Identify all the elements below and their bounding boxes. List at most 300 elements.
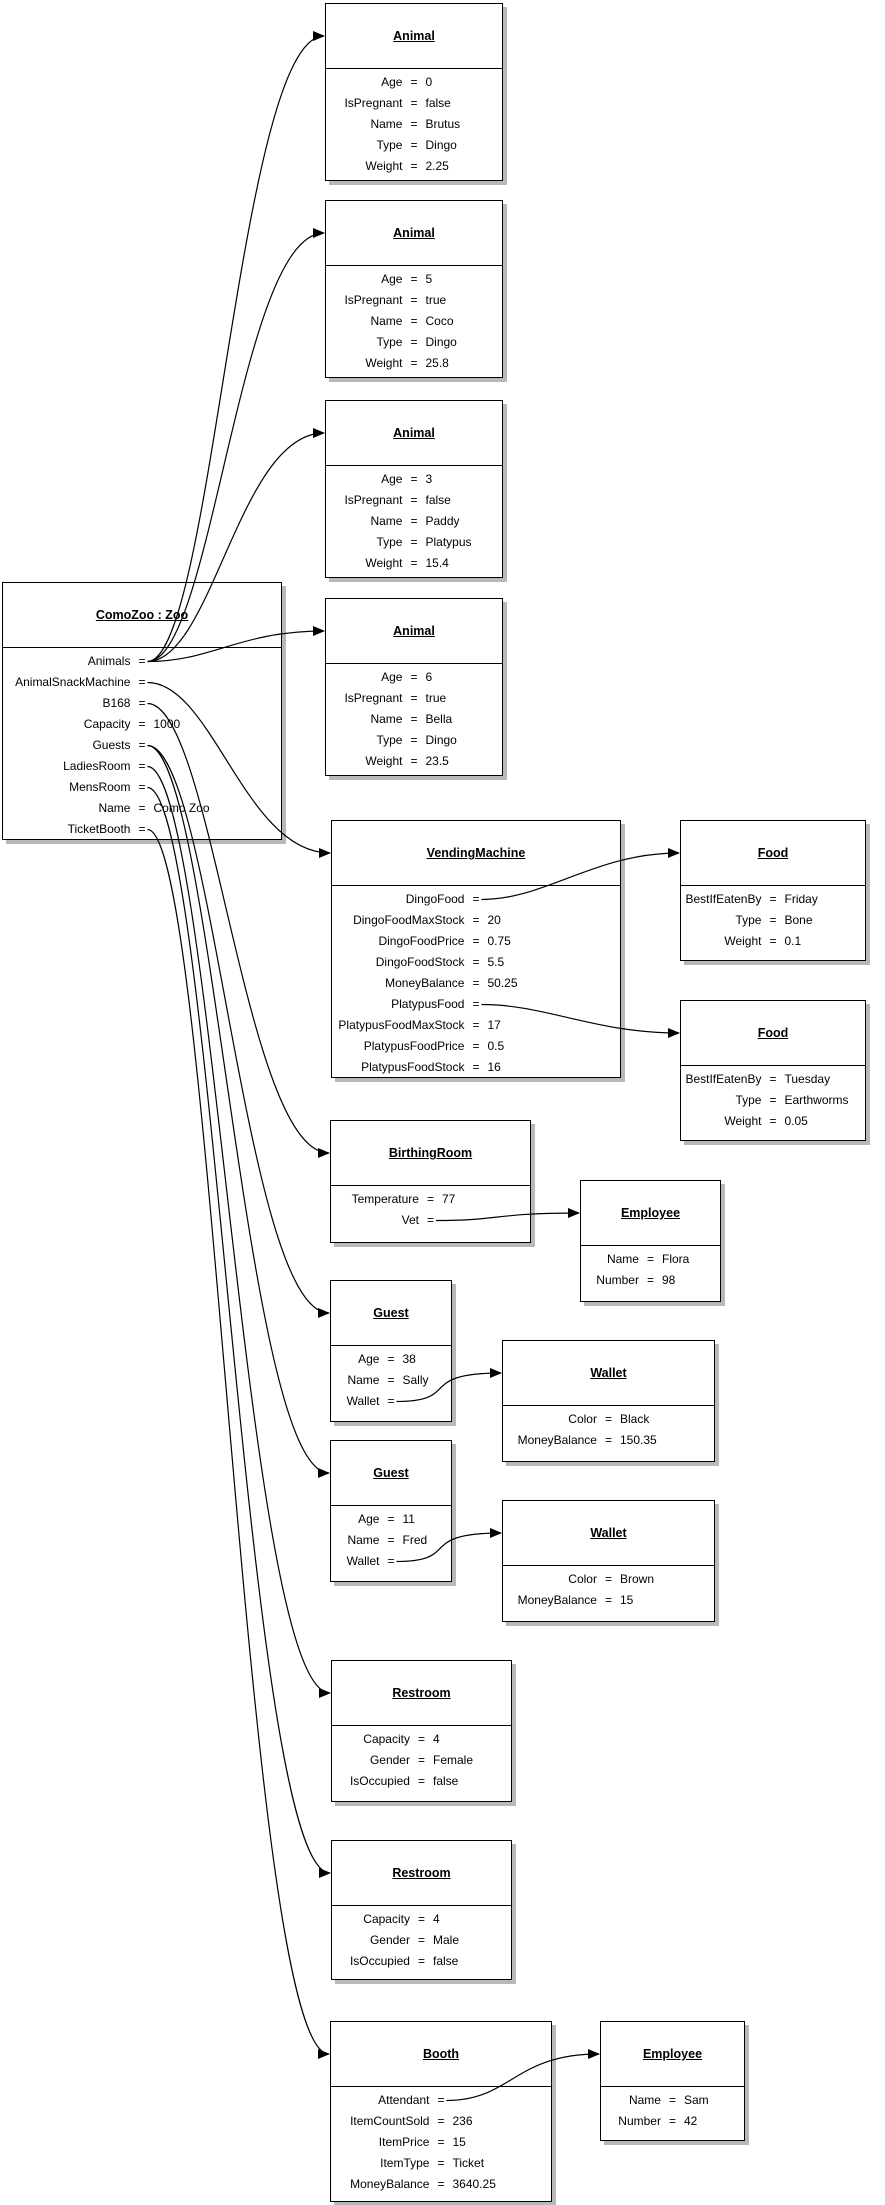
field-row-platypusfoodmaxstock bbox=[332, 1015, 620, 1036]
field-row-age bbox=[326, 469, 502, 490]
object-box-employee2[interactable] bbox=[600, 2021, 745, 2141]
field-name: Weight bbox=[365, 556, 403, 570]
equals-sign: = bbox=[138, 759, 146, 773]
field-value bbox=[154, 651, 278, 672]
field-name: BestIfEatenBy bbox=[685, 892, 762, 906]
field-row-capacity bbox=[332, 1909, 511, 1930]
object-box-guest1[interactable] bbox=[330, 1280, 452, 1422]
field-name: MoneyBalance bbox=[517, 1433, 597, 1447]
field-row-moneybalance bbox=[332, 973, 620, 994]
field-row-name bbox=[326, 709, 502, 730]
field-name: MensRoom bbox=[69, 780, 131, 794]
field-name: Type bbox=[735, 913, 762, 927]
object-fields bbox=[3, 648, 281, 840]
equals-sign: = bbox=[769, 892, 777, 906]
object-box-food2[interactable] bbox=[680, 1000, 866, 1141]
field-value: 77 bbox=[442, 1192, 456, 1206]
object-box-animal2[interactable] bbox=[325, 200, 503, 378]
equals-sign: = bbox=[410, 138, 418, 152]
field-name: Name bbox=[347, 1533, 380, 1547]
field-value bbox=[154, 756, 278, 777]
field-row-attendant bbox=[331, 2090, 551, 2111]
field-row-dingofood bbox=[332, 889, 620, 910]
object-fields bbox=[332, 1906, 511, 1972]
field-row-bestifeatenby bbox=[681, 1069, 865, 1090]
field-name: Gender bbox=[369, 1933, 410, 1947]
field-name: Attendant bbox=[378, 2093, 430, 2107]
field-value: 25.8 bbox=[425, 356, 449, 370]
field-name: ItemCountSold bbox=[350, 2114, 430, 2128]
equals-sign: = bbox=[138, 780, 146, 794]
field-value: Sam bbox=[684, 2093, 709, 2107]
field-value bbox=[154, 777, 278, 798]
field-row-guests bbox=[3, 735, 281, 756]
field-row-age bbox=[326, 72, 502, 93]
field-row-dingofoodprice bbox=[332, 931, 620, 952]
field-name: ItemType bbox=[380, 2156, 430, 2170]
equals-sign: = bbox=[437, 2114, 445, 2128]
field-value: 5 bbox=[425, 272, 433, 286]
field-name: PlatypusFoodStock bbox=[361, 1060, 465, 1074]
field-name: PlatypusFoodMaxStock bbox=[338, 1018, 465, 1032]
field-name: Age bbox=[358, 1352, 380, 1366]
equals-sign: = bbox=[472, 934, 480, 948]
equals-sign: = bbox=[387, 1352, 395, 1366]
object-fields bbox=[331, 1186, 530, 1231]
field-name: Age bbox=[381, 670, 403, 684]
equals-sign: = bbox=[437, 2156, 445, 2170]
field-name: Color bbox=[568, 1572, 597, 1586]
field-value: 42 bbox=[684, 2114, 698, 2128]
field-value bbox=[154, 735, 278, 756]
field-value bbox=[403, 1551, 448, 1572]
equals-sign: = bbox=[410, 514, 418, 528]
object-header bbox=[326, 4, 502, 69]
field-row-gender bbox=[332, 1750, 511, 1771]
field-value: 236 bbox=[452, 2114, 473, 2128]
field-row-age bbox=[331, 1349, 451, 1370]
equals-sign: = bbox=[472, 997, 480, 1011]
object-title: Employee bbox=[642, 2047, 703, 2061]
field-name: Wallet bbox=[346, 1554, 380, 1568]
field-value: 17 bbox=[487, 1018, 501, 1032]
object-fields bbox=[331, 1346, 451, 1412]
field-value: 15.4 bbox=[425, 556, 449, 570]
field-value: 11 bbox=[402, 1512, 415, 1526]
field-row-color bbox=[503, 1569, 714, 1590]
field-name: B168 bbox=[102, 696, 131, 710]
field-value: 23.5 bbox=[425, 754, 449, 768]
field-row-name bbox=[601, 2090, 744, 2111]
field-row-color bbox=[503, 1409, 714, 1430]
equals-sign: = bbox=[668, 2093, 676, 2107]
field-row-dingofoodstock bbox=[332, 952, 620, 973]
field-value: 98 bbox=[662, 1273, 676, 1287]
object-fields bbox=[331, 2087, 551, 2195]
object-box-employee1[interactable] bbox=[580, 1180, 721, 1302]
field-row-weight bbox=[681, 1111, 865, 1132]
field-name: DingoFood bbox=[405, 892, 465, 906]
field-name: DingoFoodPrice bbox=[378, 934, 465, 948]
object-title: Booth bbox=[422, 2047, 460, 2061]
equals-sign: = bbox=[410, 75, 418, 89]
field-row-moneybalance bbox=[503, 1590, 714, 1611]
field-value bbox=[442, 1210, 526, 1231]
field-value: 15 bbox=[620, 1593, 634, 1607]
field-name: TicketBooth bbox=[67, 822, 131, 836]
object-header bbox=[332, 1841, 511, 1906]
field-name: LadiesRoom bbox=[63, 759, 131, 773]
field-row-moneybalance bbox=[331, 2174, 551, 2195]
object-header bbox=[601, 2022, 744, 2087]
equals-sign: = bbox=[769, 1093, 777, 1107]
field-row-name bbox=[326, 114, 502, 135]
field-value: false bbox=[425, 96, 451, 110]
field-value: Earthworms bbox=[784, 1093, 849, 1107]
object-header bbox=[331, 1281, 451, 1346]
field-row-temperature bbox=[331, 1189, 530, 1210]
object-title: Animal bbox=[393, 226, 435, 240]
equals-sign: = bbox=[646, 1252, 654, 1266]
equals-sign: = bbox=[138, 738, 146, 752]
equals-sign: = bbox=[138, 822, 146, 836]
field-name: MoneyBalance bbox=[517, 1593, 597, 1607]
equals-sign: = bbox=[769, 913, 777, 927]
object-fields bbox=[326, 664, 502, 772]
equals-sign: = bbox=[668, 2114, 676, 2128]
field-value: true bbox=[425, 293, 447, 307]
field-row-ispregnant bbox=[326, 490, 502, 511]
field-name: Capacity bbox=[363, 1732, 410, 1746]
object-box-birthing[interactable] bbox=[330, 1120, 531, 1243]
field-value: 15 bbox=[452, 2135, 466, 2149]
equals-sign: = bbox=[646, 1273, 654, 1287]
equals-sign: = bbox=[410, 754, 418, 768]
field-value: 4 bbox=[433, 1912, 440, 1926]
field-row-isoccupied bbox=[332, 1771, 511, 1792]
equals-sign: = bbox=[387, 1373, 395, 1387]
field-row-name bbox=[326, 311, 502, 332]
equals-sign: = bbox=[472, 955, 480, 969]
field-value: 3 bbox=[425, 472, 433, 486]
field-row-weight bbox=[326, 353, 502, 374]
field-name: Vet bbox=[401, 1213, 419, 1227]
field-name: AnimalSnackMachine bbox=[15, 675, 131, 689]
object-fields bbox=[581, 1246, 720, 1291]
object-title: Animal bbox=[393, 29, 435, 43]
field-row-number bbox=[581, 1270, 720, 1291]
field-row-dingofoodmaxstock bbox=[332, 910, 620, 931]
field-row-type bbox=[681, 910, 865, 931]
field-value: false bbox=[425, 493, 451, 507]
field-value bbox=[453, 2090, 548, 2111]
object-title: VendingMachine bbox=[426, 846, 526, 860]
equals-sign: = bbox=[769, 1072, 777, 1086]
field-value: 5.5 bbox=[487, 955, 505, 969]
field-row-weight bbox=[681, 931, 865, 952]
field-name: Name bbox=[370, 117, 403, 131]
object-box-animal3[interactable] bbox=[325, 400, 503, 578]
field-row-wallet bbox=[331, 1551, 451, 1572]
equals-sign: = bbox=[769, 1114, 777, 1128]
field-name: MoneyBalance bbox=[385, 976, 465, 990]
object-title: Employee bbox=[620, 1206, 681, 1220]
field-row-name bbox=[331, 1370, 451, 1391]
field-row-ticketbooth bbox=[3, 819, 281, 840]
field-row-name bbox=[326, 511, 502, 532]
field-name: Age bbox=[381, 472, 403, 486]
object-box-restroom2[interactable] bbox=[331, 1840, 512, 1980]
equals-sign: = bbox=[410, 712, 418, 726]
field-value: 50.25 bbox=[487, 976, 518, 990]
field-name: ItemPrice bbox=[378, 2135, 430, 2149]
field-name: BestIfEatenBy bbox=[685, 1072, 762, 1086]
equals-sign: = bbox=[472, 913, 480, 927]
field-row-ispregnant bbox=[326, 290, 502, 311]
field-name: Temperature bbox=[351, 1192, 419, 1206]
field-name: Number bbox=[596, 1273, 639, 1287]
equals-sign: = bbox=[410, 670, 418, 684]
field-name: IsOccupied bbox=[349, 1954, 410, 1968]
field-value: false bbox=[433, 1774, 459, 1788]
field-name: Name bbox=[370, 514, 403, 528]
field-value: Flora bbox=[662, 1252, 690, 1266]
field-value bbox=[488, 994, 617, 1015]
field-name: Name bbox=[347, 1373, 380, 1387]
equals-sign: = bbox=[417, 1774, 425, 1788]
object-title: Wallet bbox=[590, 1526, 627, 1540]
field-value: 16 bbox=[487, 1060, 501, 1074]
object-box-animal4[interactable] bbox=[325, 598, 503, 776]
field-value: Bella bbox=[425, 712, 453, 726]
field-row-isoccupied bbox=[332, 1951, 511, 1972]
field-name: IsPregnant bbox=[344, 691, 403, 705]
equals-sign: = bbox=[410, 272, 418, 286]
field-name: DingoFoodMaxStock bbox=[353, 913, 465, 927]
object-title: Food bbox=[757, 1026, 789, 1040]
field-name: Name bbox=[628, 2093, 661, 2107]
equals-sign: = bbox=[138, 717, 146, 731]
equals-sign: = bbox=[417, 1954, 425, 1968]
field-name: DingoFoodStock bbox=[375, 955, 465, 969]
field-value: 3640.25 bbox=[452, 2177, 496, 2191]
field-row-itemcountsold bbox=[331, 2111, 551, 2132]
field-value: Coco bbox=[425, 314, 454, 328]
field-name: Wallet bbox=[346, 1394, 380, 1408]
field-value: 0.05 bbox=[784, 1114, 808, 1128]
object-box-guest2[interactable] bbox=[330, 1440, 452, 1582]
object-title: Restroom bbox=[392, 1686, 451, 1700]
equals-sign: = bbox=[138, 801, 146, 815]
field-value: Tuesday bbox=[784, 1072, 831, 1086]
object-box-vending[interactable] bbox=[331, 820, 621, 1078]
object-box-food1[interactable] bbox=[680, 820, 866, 961]
object-fields bbox=[681, 1066, 865, 1132]
object-header bbox=[3, 583, 281, 648]
field-row-type bbox=[326, 532, 502, 553]
equals-sign: = bbox=[138, 696, 146, 710]
field-value: Female bbox=[433, 1753, 474, 1767]
field-value: Dingo bbox=[425, 733, 457, 747]
equals-sign: = bbox=[387, 1533, 395, 1547]
field-row-type bbox=[681, 1090, 865, 1111]
field-name: Capacity bbox=[363, 1912, 410, 1926]
object-title: Food bbox=[757, 846, 789, 860]
equals-sign: = bbox=[769, 934, 777, 948]
equals-sign: = bbox=[410, 96, 418, 110]
object-header bbox=[503, 1341, 714, 1406]
field-name: Age bbox=[381, 272, 403, 286]
connector-arrow-zoo-guests-guest2 bbox=[148, 746, 330, 1474]
connector-arrow-zoo-mensroom-restroom2 bbox=[148, 788, 331, 1874]
equals-sign: = bbox=[604, 1593, 612, 1607]
field-name: Weight bbox=[365, 754, 403, 768]
object-header bbox=[331, 1121, 530, 1186]
field-row-platypusfood bbox=[332, 994, 620, 1015]
field-value: Brutus bbox=[425, 117, 461, 131]
field-row-animalsnackmachine bbox=[3, 672, 281, 693]
equals-sign: = bbox=[410, 733, 418, 747]
field-name: PlatypusFood bbox=[391, 997, 465, 1011]
field-row-capacity bbox=[332, 1729, 511, 1750]
field-name: Type bbox=[376, 733, 403, 747]
equals-sign: = bbox=[437, 2093, 445, 2107]
object-box-booth[interactable] bbox=[330, 2021, 552, 2202]
equals-sign: = bbox=[604, 1433, 612, 1447]
object-header bbox=[332, 1661, 511, 1726]
field-row-type bbox=[326, 135, 502, 156]
field-row-wallet bbox=[331, 1391, 451, 1412]
field-value: Paddy bbox=[425, 514, 460, 528]
field-name: Weight bbox=[365, 356, 403, 370]
equals-sign: = bbox=[417, 1912, 425, 1926]
field-row-moneybalance bbox=[503, 1430, 714, 1451]
equals-sign: = bbox=[472, 976, 480, 990]
equals-sign: = bbox=[417, 1753, 425, 1767]
equals-sign: = bbox=[426, 1213, 434, 1227]
object-fields bbox=[331, 1506, 451, 1572]
field-name: PlatypusFoodPrice bbox=[363, 1039, 465, 1053]
field-name: Number bbox=[618, 2114, 661, 2128]
object-title: ComoZoo : Zoo bbox=[95, 608, 189, 622]
equals-sign: = bbox=[472, 1039, 480, 1053]
object-header bbox=[331, 1441, 451, 1506]
equals-sign: = bbox=[410, 335, 418, 349]
object-fields bbox=[681, 886, 865, 952]
object-header bbox=[681, 1001, 865, 1066]
object-box-wallet2[interactable] bbox=[502, 1500, 715, 1622]
object-box-animal1[interactable] bbox=[325, 3, 503, 181]
field-row-name bbox=[3, 798, 281, 819]
field-value: Brown bbox=[620, 1572, 655, 1586]
field-value: 0.1 bbox=[784, 934, 802, 948]
connector-arrow-zoo-ladiesroom-restroom1 bbox=[148, 767, 331, 1694]
field-row-capacity bbox=[3, 714, 281, 735]
field-value: 20 bbox=[487, 913, 501, 927]
equals-sign: = bbox=[387, 1512, 395, 1526]
field-value: Black bbox=[620, 1412, 650, 1426]
equals-sign: = bbox=[437, 2177, 445, 2191]
field-value: 0 bbox=[425, 75, 433, 89]
object-header bbox=[332, 821, 620, 886]
field-row-itemprice bbox=[331, 2132, 551, 2153]
field-value: false bbox=[433, 1954, 459, 1968]
field-value: Dingo bbox=[425, 138, 457, 152]
field-row-vet bbox=[331, 1210, 530, 1231]
field-value: Platypus bbox=[425, 535, 472, 549]
equals-sign: = bbox=[426, 1192, 434, 1206]
field-name: Weight bbox=[365, 159, 403, 173]
object-header bbox=[681, 821, 865, 886]
object-box-zoo[interactable] bbox=[2, 582, 282, 840]
field-row-age bbox=[331, 1509, 451, 1530]
field-row-weight bbox=[326, 553, 502, 574]
field-name: Age bbox=[381, 75, 403, 89]
object-title: Wallet bbox=[590, 1366, 627, 1380]
field-name: Weight bbox=[724, 1114, 762, 1128]
field-value bbox=[403, 1391, 448, 1412]
object-header bbox=[326, 201, 502, 266]
field-row-mensroom bbox=[3, 777, 281, 798]
equals-sign: = bbox=[437, 2135, 445, 2149]
object-fields bbox=[326, 266, 502, 374]
field-name: IsPregnant bbox=[344, 493, 403, 507]
field-row-platypusfoodstock bbox=[332, 1057, 620, 1078]
object-title: BirthingRoom bbox=[388, 1146, 473, 1160]
object-box-restroom1[interactable] bbox=[331, 1660, 512, 1802]
field-row-bestifeatenby bbox=[681, 889, 865, 910]
field-value: 4 bbox=[433, 1732, 440, 1746]
equals-sign: = bbox=[472, 1018, 480, 1032]
object-box-wallet1[interactable] bbox=[502, 1340, 715, 1462]
field-value bbox=[154, 819, 278, 840]
field-value: Sally bbox=[402, 1373, 429, 1387]
field-value: 150.35 bbox=[620, 1433, 657, 1447]
field-row-age bbox=[326, 667, 502, 688]
field-row-b168 bbox=[3, 693, 281, 714]
object-header bbox=[503, 1501, 714, 1566]
field-value: Fred bbox=[402, 1533, 428, 1547]
field-value: 2.25 bbox=[425, 159, 449, 173]
field-row-gender bbox=[332, 1930, 511, 1951]
field-value: Ticket bbox=[452, 2156, 485, 2170]
object-header bbox=[581, 1181, 720, 1246]
field-row-ladiesroom bbox=[3, 756, 281, 777]
field-row-ispregnant bbox=[326, 93, 502, 114]
object-title: Animal bbox=[393, 624, 435, 638]
equals-sign: = bbox=[410, 356, 418, 370]
equals-sign: = bbox=[417, 1732, 425, 1746]
field-value: true bbox=[425, 691, 447, 705]
equals-sign: = bbox=[417, 1933, 425, 1947]
field-row-name bbox=[331, 1530, 451, 1551]
field-row-ispregnant bbox=[326, 688, 502, 709]
field-value: Bone bbox=[784, 913, 813, 927]
object-fields bbox=[326, 466, 502, 574]
field-name: IsOccupied bbox=[349, 1774, 410, 1788]
field-name: IsPregnant bbox=[344, 96, 403, 110]
field-name: Type bbox=[376, 535, 403, 549]
field-name: Capacity bbox=[83, 717, 131, 731]
field-name: Type bbox=[376, 335, 403, 349]
equals-sign: = bbox=[138, 675, 146, 689]
field-row-number bbox=[601, 2111, 744, 2132]
equals-sign: = bbox=[410, 117, 418, 131]
field-name: Color bbox=[568, 1412, 597, 1426]
field-value: 38 bbox=[402, 1352, 416, 1366]
field-row-itemtype bbox=[331, 2153, 551, 2174]
object-header bbox=[326, 401, 502, 466]
